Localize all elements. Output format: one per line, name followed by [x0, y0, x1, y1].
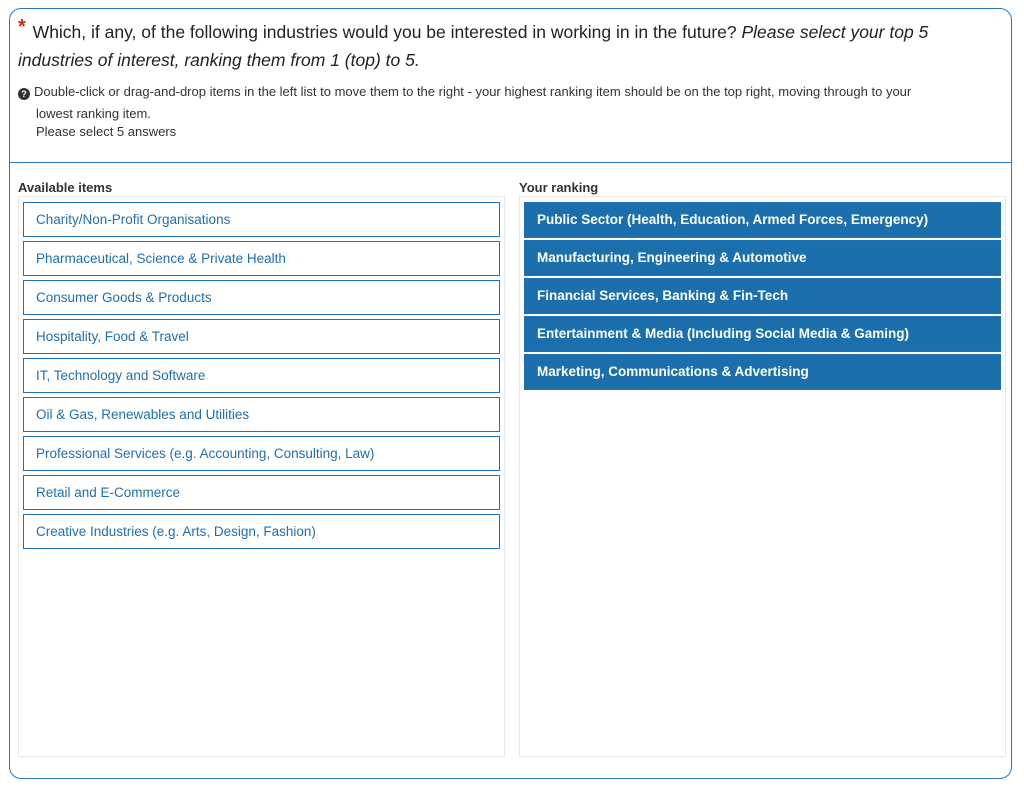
question-instruction: Please select your top 5 industries of interest, ranking them from 1 (top) to 5. [18, 22, 929, 70]
ranked-item[interactable]: Financial Services, Banking & Fin-Tech [524, 278, 1001, 314]
required-marker: * [18, 16, 26, 38]
question-text [18, 18, 1003, 74]
question-card [9, 8, 1012, 779]
available-item[interactable]: Consumer Goods & Products [23, 280, 500, 315]
question-header [10, 9, 1011, 163]
ranked-item[interactable]: Entertainment & Media (Including Social Media & Gaming) [524, 316, 1001, 352]
ranked-item[interactable]: Marketing, Communications & Advertising [524, 354, 1001, 390]
ranked-item[interactable]: Public Sector (Health, Education, Armed Forces, Emergency) [524, 202, 1001, 238]
help-row [18, 81, 1003, 125]
help-text-line2: lowest ranking item. [36, 106, 151, 121]
available-item[interactable]: Retail and E-Commerce [23, 475, 500, 510]
available-item[interactable]: Oil & Gas, Renewables and Utilities [23, 397, 500, 432]
your-ranking-list[interactable] [519, 196, 1006, 757]
question-body: Which, if any, of the following industries would you be interested in working in in the future? [32, 22, 737, 42]
question-circle-icon: ? [18, 88, 30, 100]
available-items-label: Available items [18, 180, 113, 195]
available-item[interactable]: IT, Technology and Software [23, 358, 500, 393]
available-item[interactable]: Charity/Non-Profit Organisations [23, 202, 500, 237]
available-item[interactable]: Professional Services (e.g. Accounting, Consulting, Law) [23, 436, 500, 471]
help-text: Double-click or drag-and-drop items in the left list to move them to the right - your highest ranking item should be on the top right, moving through to your [34, 84, 912, 99]
your-ranking-label: Your ranking [519, 180, 599, 195]
available-item[interactable]: Pharmaceutical, Science & Private Health [23, 241, 500, 276]
ranked-item[interactable]: Manufacturing, Engineering & Automotive [524, 240, 1001, 276]
available-item[interactable]: Creative Industries (e.g. Arts, Design, Fashion) [23, 514, 500, 549]
available-item[interactable]: Hospitality, Food & Travel [23, 319, 500, 354]
select-count: Please select 5 answers [36, 124, 177, 139]
available-items-list[interactable] [18, 196, 505, 757]
